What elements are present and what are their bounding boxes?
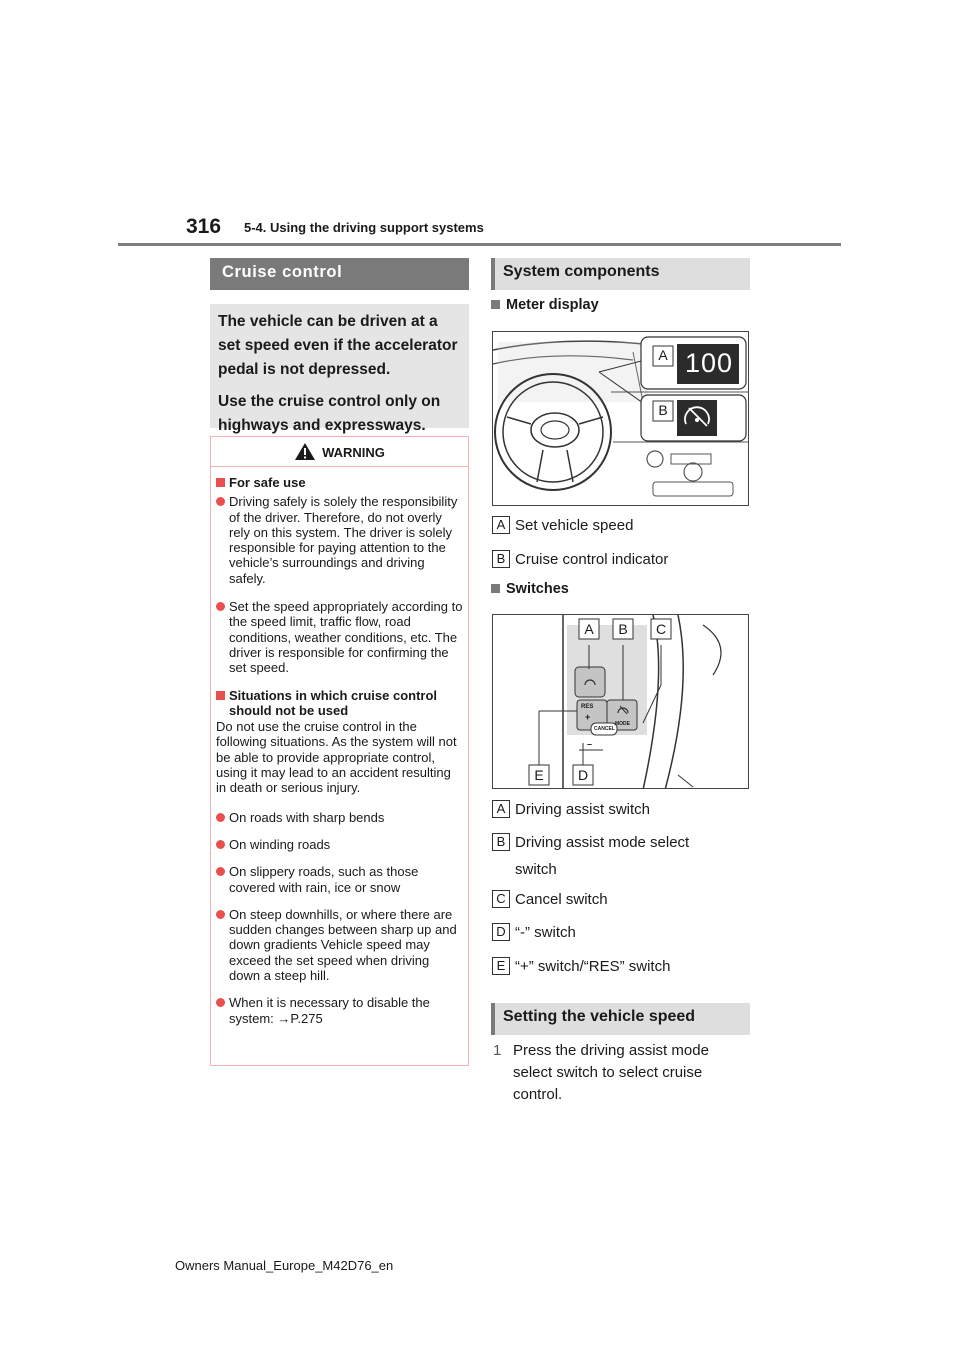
callout-label-a: A	[584, 621, 594, 637]
red-dot-icon	[216, 998, 225, 1007]
warning-triangle-icon	[294, 442, 316, 461]
system-components-heading: System components	[491, 258, 750, 290]
meter-display-subheading: Meter display	[491, 297, 599, 313]
meter-display-illustration	[492, 331, 749, 506]
switches-subheading: Switches	[491, 581, 569, 597]
footer-doc-id: Owners Manual_Europe_M42D76_en	[175, 1258, 394, 1273]
gray-square-icon	[491, 584, 500, 593]
step-number: 1	[493, 1042, 502, 1059]
red-square-icon	[216, 691, 225, 700]
step-1	[493, 1040, 743, 1106]
warning-bullet: On slippery roads, such as those covered with rain, ice or snow	[216, 864, 463, 895]
intro-text-1: The vehicle can be driven at a set speed even if the accelerator pedal is not depressed.	[218, 313, 458, 378]
mode-switch-label: MODE	[615, 721, 630, 727]
red-dot-icon	[216, 497, 225, 506]
intro-box	[210, 304, 469, 434]
warning-title: WARNING	[322, 445, 385, 460]
minus-switch-label: –	[587, 739, 593, 749]
legend-tag: A	[492, 516, 510, 534]
switches-illustration	[492, 614, 749, 789]
warning-bullet: On steep downhills, or where there are sudden changes between sharp up and down gradients Vehicle speed may exceed the set speed when driving down a steep hill.	[216, 907, 463, 983]
switch-legend-item: D “-” switch	[492, 919, 576, 946]
warning-bullet: On winding roads	[216, 837, 463, 852]
red-dot-icon	[216, 910, 225, 919]
gray-square-icon	[491, 300, 500, 309]
switches-illustration-svg	[493, 615, 749, 789]
warning-paragraph: Do not use the cruise control in the following situations. As the system will not be able to provide appropriate control, using it may lead to an accident resulting in death or serious injury.	[216, 719, 457, 796]
red-dot-icon	[216, 840, 225, 849]
switch-legend-item: A Driving assist switch	[492, 796, 650, 823]
switch-legend-item: E “+” switch/“RES” switch	[492, 953, 670, 980]
warning-box	[210, 436, 469, 1066]
intro-text-2: Use the cruise control only on highways and expressways.	[218, 393, 441, 434]
cancel-switch-label: CANCEL	[594, 726, 615, 732]
cruise-control-heading: Cruise control	[210, 258, 469, 290]
switch-legend-item: B Driving assist mode select switch	[492, 829, 722, 883]
header-rule	[118, 243, 841, 246]
warning-section-head: Situations in which cruise control should not be used	[216, 688, 463, 719]
callout-label-d: D	[577, 767, 589, 783]
callout-label-a: A	[658, 347, 668, 363]
callout-label-b: B	[658, 402, 668, 418]
legend-tag: E	[492, 957, 510, 975]
callout-label-c: C	[655, 621, 667, 637]
plus-switch-label: +	[585, 712, 591, 722]
legend-tag: C	[492, 890, 510, 908]
meter-legend-item: A Set vehicle speed	[492, 512, 633, 539]
callout-label-e: E	[534, 767, 544, 783]
legend-tag: D	[492, 923, 510, 941]
legend-tag: A	[492, 800, 510, 818]
legend-tag: B	[492, 833, 510, 851]
warning-bullet: When it is necessary to disable the system: →P.275	[216, 995, 463, 1026]
warning-section-head: For safe use	[216, 475, 463, 490]
switch-legend-item: C Cancel switch	[492, 886, 608, 913]
red-dot-icon	[216, 813, 225, 822]
speed-readout: 100	[684, 348, 734, 378]
callout-label-b: B	[618, 621, 628, 637]
warning-bullet: Driving safely is solely the responsibility of the driver. Therefore, do not overly rely on this system. The driver is solely responsible for paying attention to the vehicle’s surroundings and driving safely.	[216, 494, 463, 586]
red-square-icon	[216, 478, 225, 487]
warning-body	[211, 467, 468, 1026]
section-title: 5-4. Using the driving support systems	[244, 220, 484, 235]
warning-header	[211, 437, 468, 467]
legend-tag: B	[492, 550, 510, 568]
page-number: 316	[186, 215, 222, 238]
warning-bullet: Set the speed appropriately according to the speed limit, traffic flow, road conditions, weather conditions, etc. The driver is responsible for confirming the set speed.	[216, 599, 463, 675]
setting-speed-heading: Setting the vehicle speed	[491, 1003, 750, 1035]
warning-bullet: On roads with sharp bends	[216, 810, 463, 825]
red-dot-icon	[216, 867, 225, 876]
red-dot-icon	[216, 602, 225, 611]
meter-legend-item: B Cruise control indicator	[492, 546, 668, 573]
res-switch-label: RES	[581, 704, 594, 710]
step-text: Press the driving assist mode select switch to select cruise control.	[513, 1042, 709, 1103]
